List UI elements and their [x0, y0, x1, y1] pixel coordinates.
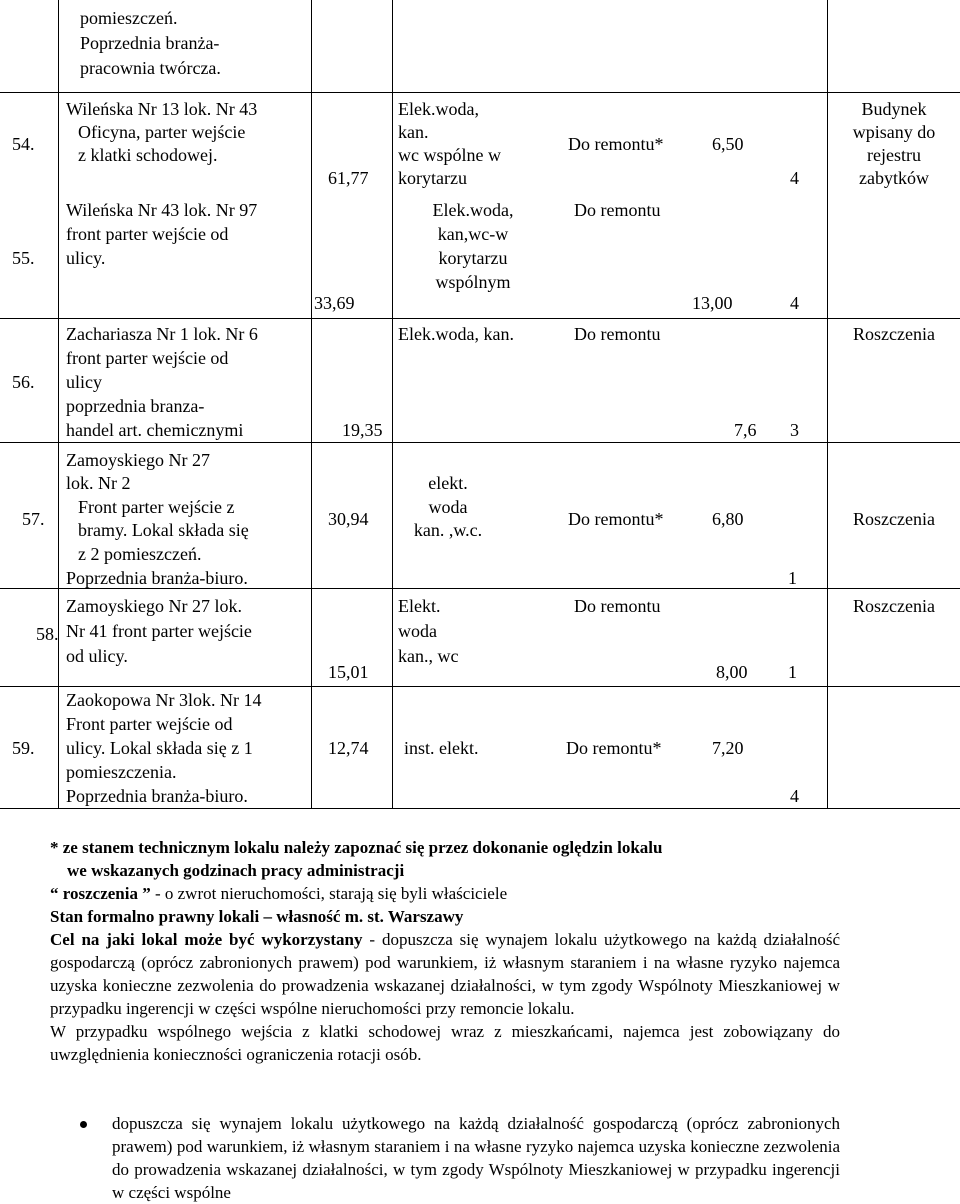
purpose-text: - dopuszcza się wynajem lokalu użytkowego na każdą działalność gospodarczą (oprócz zabronionych prawem) pod warunkiem, iż własnym staraniem i na własne ryzyko najemca uzyska konieczne zezwolenia do prowadzenia wskazanej działalności, w tym zgody Wspólnoty Mieszkaniowej w przypadku ingerencji w części wspólne nieruchomości przy remoncie lokalu. — [50, 930, 841, 1018]
area-value: 15,01 — [328, 662, 369, 682]
row-number: 59. — [12, 738, 35, 758]
column-divider — [58, 0, 59, 809]
area-value: 12,74 — [328, 738, 369, 758]
addr-line: Poprzednia branża-biuro. — [66, 568, 248, 588]
period-value: 4 — [790, 168, 799, 188]
addr-line: ulicy — [66, 372, 102, 392]
notes-line: Roszczenia — [853, 324, 935, 344]
period-value: 4 — [790, 293, 799, 313]
addr-line: ulicy. — [66, 248, 106, 268]
technical-state: Do remontu* — [568, 134, 664, 154]
media-line: Elek.woda, — [398, 99, 479, 119]
notes-line: Roszczenia — [853, 596, 935, 616]
column-divider — [311, 0, 312, 809]
claims-term: “ roszczenia ” — [50, 884, 151, 903]
asterisk-note-cont: we wskazanych godzinach pracy administracji — [67, 861, 405, 880]
row-number: 58. — [36, 624, 59, 644]
area-value: 19,35 — [342, 420, 383, 440]
rate-value: 8,00 — [716, 662, 748, 682]
purpose-label: Cel na jaki lokal może być wykorzystany — [50, 930, 363, 949]
media-line: kan., wc — [398, 646, 459, 666]
addr-line: Zachariasza Nr 1 lok. Nr 6 — [66, 324, 258, 344]
claims-definition — [50, 882, 840, 905]
row-divider — [0, 318, 960, 319]
period-value: 4 — [790, 786, 799, 806]
media-line: woda — [428, 497, 468, 517]
media-line: wspólnym — [435, 272, 511, 292]
addr-line: z klatki schodowej. — [78, 145, 218, 165]
media-line: Elekt. — [398, 596, 441, 616]
addr-line: z 2 pomieszczeń. — [78, 544, 202, 564]
media-line: inst. elekt. — [404, 738, 479, 758]
addr-line: Zaokopowa Nr 3lok. Nr 14 — [66, 690, 262, 710]
media-line: Elek.woda, kan. — [398, 324, 514, 344]
technical-state: Do remontu — [574, 200, 661, 220]
bullet-item — [80, 1112, 840, 1204]
media-line: korytarzu — [398, 168, 467, 188]
notes-line: Budynek — [861, 99, 927, 119]
addr-line: Poprzednia branża- — [80, 33, 220, 53]
rate-value: 6,50 — [712, 134, 744, 154]
addr-line: Zamoyskiego Nr 27 — [66, 450, 210, 470]
addr-line: Front parter wejście z — [78, 497, 235, 517]
notes-line: zabytków — [859, 168, 929, 188]
media-line: kan. ,w.c. — [413, 520, 483, 540]
period-value: 1 — [788, 568, 797, 588]
row-number: 54. — [12, 134, 35, 154]
footer-notes — [50, 836, 840, 1066]
technical-state: Do remontu* — [568, 509, 664, 529]
addr-line: pomieszczenia. — [66, 762, 177, 782]
addr-line: front parter wejście od — [66, 224, 229, 244]
table-bottom-border — [0, 808, 960, 809]
media-line: elekt. — [428, 473, 468, 493]
addr-line: poprzednia branza- — [66, 396, 205, 416]
asterisk-note: * ze stanem technicznym lokalu należy zapoznać się przez dokonanie oględzin lokalu — [50, 838, 663, 857]
row-number: 57. — [22, 509, 45, 529]
addr-line: Front parter wejście od — [66, 714, 233, 734]
addr-line: Poprzednia branża-biuro. — [66, 786, 248, 806]
technical-state: Do remontu — [574, 596, 661, 616]
area-value: 30,94 — [328, 509, 369, 529]
addr-line: front parter wejście od — [66, 348, 229, 368]
addr-line: Oficyna, parter wejście — [78, 122, 246, 142]
column-divider — [392, 0, 393, 809]
bullet-text: dopuszcza się wynajem lokalu użytkowego na każdą działalność gospodarczą (oprócz zabronionych prawem) pod warunkiem, iż własnym staraniem i na własne ryzyko najemca uzyska konieczne zezwolenia do prowadzenia wskazanej działalności, w tym zgody Wspólnoty Mieszkaniowej w przypadku ingerencji w części wspólne — [112, 1114, 840, 1202]
rate-value: 7,20 — [712, 738, 744, 758]
area-value: 33,69 — [314, 293, 355, 313]
entrance-paragraph: W przypadku wspólnego wejścia z klatki schodowej wraz z mieszkańcami, najemca jest zobowiązany do uwzględnienia konieczności ograniczenia rotacji osób. — [50, 1022, 840, 1064]
addr-line: Zamoyskiego Nr 27 lok. — [66, 596, 242, 616]
rate-value: 6,80 — [712, 509, 744, 529]
purpose-paragraph — [50, 928, 840, 1020]
addr-line: pomieszczeń. — [80, 8, 178, 28]
row-number: 56. — [12, 372, 35, 392]
bullet-dot-icon — [80, 1121, 87, 1128]
period-value: 1 — [788, 662, 797, 682]
addr-line: od ulicy. — [66, 646, 128, 666]
media-line: kan. — [398, 122, 429, 142]
row-divider — [0, 92, 960, 93]
rate-value: 7,6 — [734, 420, 757, 440]
addr-line: Wileńska Nr 13 lok. Nr 43 — [66, 99, 258, 119]
addr-line: lok. Nr 2 — [66, 473, 131, 493]
row-number: 55. — [12, 248, 35, 268]
media-line: korytarzu — [438, 248, 508, 268]
legal-status: Stan formalno prawny lokali – własność m. st. Warszawy — [50, 907, 464, 926]
media-line: Elek.woda, — [432, 200, 514, 220]
addr-line: Nr 41 front parter wejście — [66, 621, 252, 641]
technical-state: Do remontu — [574, 324, 661, 344]
technical-state: Do remontu* — [566, 738, 662, 758]
row-divider — [0, 686, 960, 687]
addr-line: bramy. Lokal składa się — [78, 520, 249, 540]
notes-line: Roszczenia — [853, 509, 935, 529]
media-line: kan,wc-w — [437, 224, 509, 244]
addr-line: Wileńska Nr 43 lok. Nr 97 — [66, 200, 258, 220]
period-value: 3 — [790, 420, 799, 440]
rate-value: 13,00 — [692, 293, 733, 313]
addr-line: ulicy. Lokal składa się z 1 — [66, 738, 253, 758]
row-divider — [0, 442, 960, 443]
addr-line: handel art. chemicznymi — [66, 420, 244, 440]
media-line: woda — [398, 621, 437, 641]
addr-line: pracownia twórcza. — [80, 58, 221, 78]
notes-line: wpisany do — [852, 122, 936, 142]
notes-line: rejestru — [867, 145, 921, 165]
claims-def-text: - o zwrot nieruchomości, starają się byli właściciele — [150, 884, 508, 903]
area-value: 61,77 — [328, 168, 369, 188]
media-line: wc wspólne w — [398, 145, 501, 165]
